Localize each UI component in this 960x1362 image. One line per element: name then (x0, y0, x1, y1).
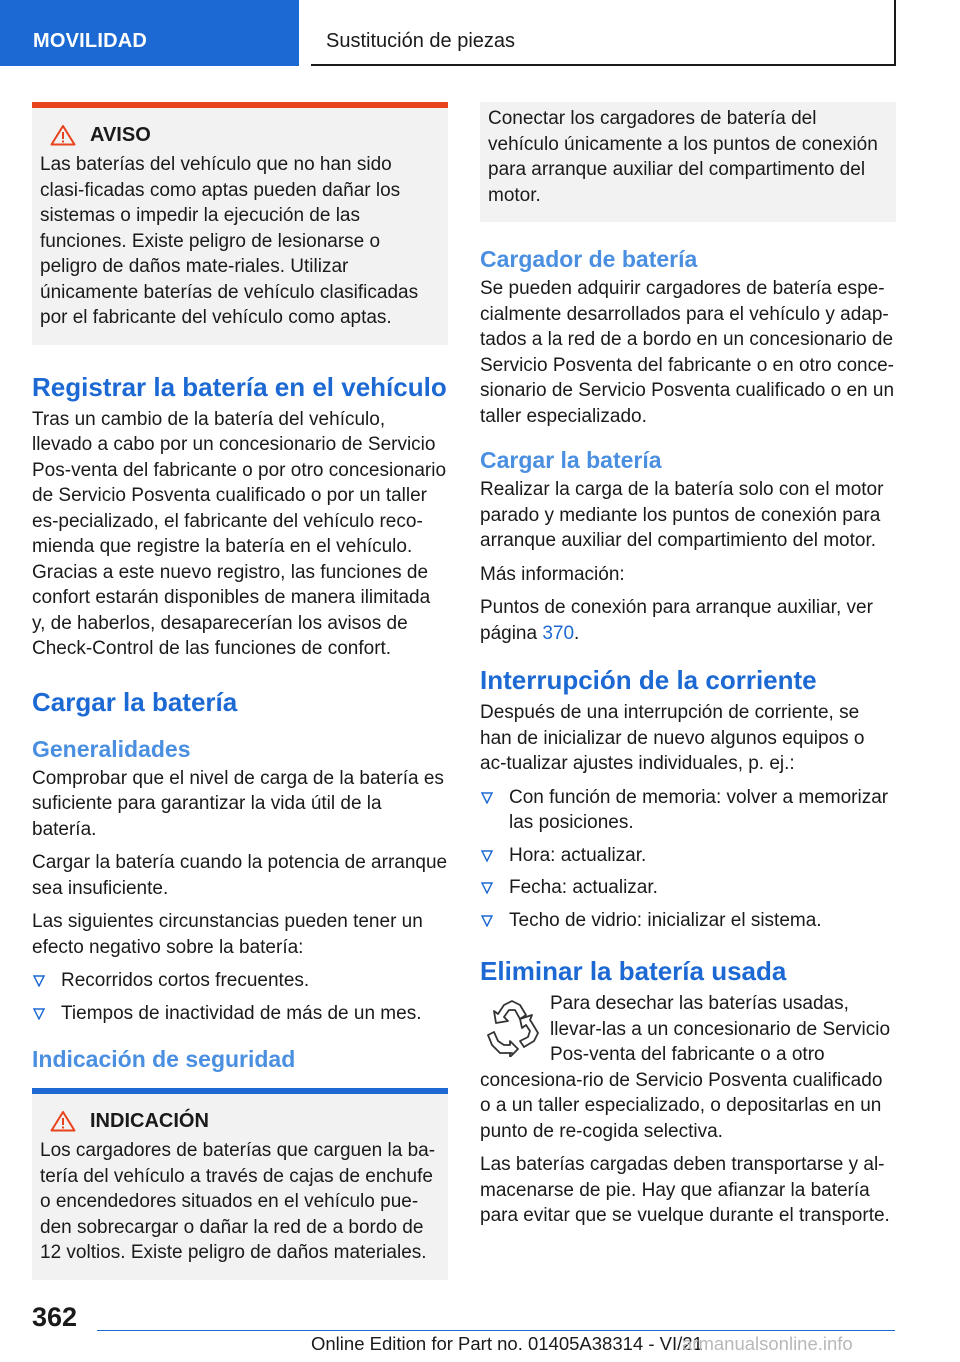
warning-text: Las baterías del vehículo que no han sido clasi-ficadas como aptas pueden dañar los sistemas o impedir la ejecución de las funciones. Existe peligro de lesionarse o peligro de daños mate-riales. Utilizar únicamente baterías de vehículo clasificadas por el fabricante del vehículo como aptas. (40, 154, 419, 328)
heading-charge-battery: Cargar la batería (32, 686, 238, 717)
edition-note: Online Edition for Part no. 01405A38314 - VI/21 (311, 1333, 703, 1354)
charge2-paragraph-2: Más información: (480, 563, 625, 585)
charge-paragraph-1: Comprobar que el nivel de carga de la batería es suficiente para garantizar la vida útil de la batería. (32, 767, 444, 840)
subheading-charge-battery: Cargar la batería (480, 447, 662, 473)
warning-title: AVISO (90, 123, 151, 146)
interrupt-bullet-list (480, 785, 896, 934)
warning-box (32, 102, 448, 345)
charge-bullet-list (32, 968, 448, 1026)
list-item: Tiempos de inactividad de más de un mes. (32, 1001, 448, 1027)
charge-paragraph-3: Las siguientes circunstancias pueden tener un efecto negativo sobre la batería: (32, 911, 423, 958)
subheading-charger: Cargador de batería (480, 246, 698, 272)
header-chapter-tab (311, 0, 896, 66)
dispose-block (480, 991, 896, 1152)
warning-triangle-icon (50, 124, 76, 146)
header-chapter-label: Sustitución de piezas (326, 30, 516, 52)
bullet-triangle-icon (481, 792, 493, 804)
note-text: Los cargadores de baterías que carguen la ba-tería del vehículo a través de cajas de enchufe o encendedores situados en el vehículo pue-den sobrecargar o dañar la red de a bordo de 12 voltios. Existe peligro de daños materiales. (40, 1140, 436, 1263)
note-title-row (40, 1106, 440, 1136)
note-title: INDICACIÓN (90, 1109, 209, 1132)
list-item: Hora: actualizar. (480, 843, 896, 869)
bullet-triangle-icon (481, 850, 493, 862)
subheading-safety: Indicación de seguridad (32, 1046, 296, 1072)
dispose-paragraph-1: Para desechar las baterías usadas, llevar-las a un concesionario de Servicio Pos-venta del fabricante o a otro concesiona-rio de Servicio Posventa cualificado o a un taller especializado, o depositarlas en un punto de re-cogida selectiva. (480, 993, 891, 1142)
bullet-triangle-icon (33, 1008, 45, 1020)
charge2-paragraph-3: Puntos de conexión para arranque auxiliar, ver página 370. (480, 597, 873, 644)
right-column (480, 102, 896, 1237)
dispose-paragraph-2: Las baterías cargadas deben transportarse y al-macenarse de pie. Hay que afianzar la batería para evitar que se vuelque durante el transporte. (480, 1154, 890, 1226)
list-item: Con función de memoria: volver a memorizar las posiciones. (480, 785, 896, 836)
watermark-text: armanualsonline.info (682, 1333, 853, 1354)
page-link[interactable]: 370 (542, 622, 575, 644)
note-continued-text: Conectar los cargadores de batería del vehículo únicamente a los puntos de conexión para arranque auxiliar del compartimento del motor. (488, 108, 878, 206)
bullet-triangle-icon (481, 882, 493, 894)
list-item: Recorridos cortos frecuentes. (32, 968, 448, 994)
interrupt-paragraph: Después de una interrupción de corriente, se han de inicializar de nuevo algunos equipos o ac-tualizar ajustes individuales, p. ej.: (480, 702, 865, 774)
warning-triangle-icon (50, 1110, 76, 1132)
bullet-triangle-icon (33, 975, 45, 987)
charge2-paragraph-1: Realizar la carga de la batería solo con el motor parado y mediante los puntos de conexión para arranque auxiliar del compartimiento del motor. (480, 479, 884, 551)
charge-paragraph-2: Cargar la batería cuando la potencia de arranque sea insuficiente. (32, 852, 448, 899)
heading-power-interruption: Interrupción de la corriente (480, 665, 817, 695)
footer-rule (97, 1330, 895, 1331)
bullet-triangle-icon (481, 915, 493, 927)
note-box (32, 1088, 448, 1280)
subheading-general: Generalidades (32, 735, 191, 762)
page-number: 362 (32, 1302, 78, 1332)
list-item: Techo de vidrio: inicializar el sistema. (480, 908, 896, 934)
heading-register-battery: Registrar la batería en el vehículo (32, 371, 447, 402)
recycle-icon (482, 997, 542, 1057)
warning-title-row (40, 120, 440, 150)
left-column (32, 102, 448, 1280)
list-item: Fecha: actualizar. (480, 875, 896, 901)
header-section-tab (0, 0, 299, 66)
note-box-continued (480, 102, 896, 222)
charger-paragraph: Se pueden adquirir cargadores de batería espe-cialmente desarrollados para el vehículo y adap-tados a la red de a bordo en un concesionario de Servicio Posventa del fabricante o en otro conce-sionario de Servicio Posventa cualificado o en un taller especializado. (480, 278, 895, 427)
register-paragraph: Tras un cambio de la batería del vehículo, llevado a cabo por un concesionario de Servicio Pos-venta del fabricante o por otro concesionario de Servicio Posventa cualificado o por un taller es-pecializado, el fabricante del vehículo reco-mienda que registre la batería en el vehículo. Gracias a este nuevo registro, las funciones de confort estarán disponibles de manera ilimitada y, de haberlos, desaparecerían los avisos de Check-Control de las funciones de confort. (32, 408, 447, 659)
heading-dispose-battery: Eliminar la batería usada (480, 956, 787, 986)
header-section-label: MOVILIDAD (33, 30, 148, 52)
